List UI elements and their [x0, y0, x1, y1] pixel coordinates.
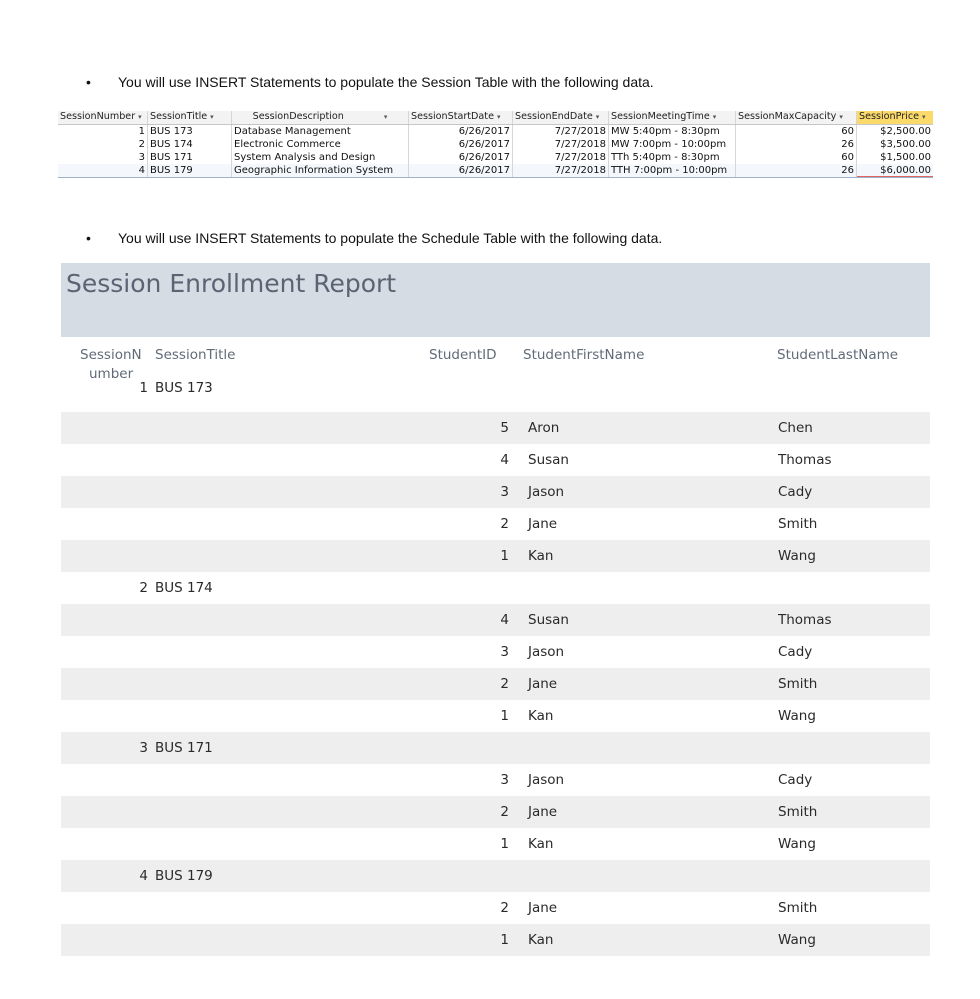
sort-dropdown-icon[interactable]: ▾ — [922, 113, 926, 121]
cell-meeting-time[interactable]: TTH 7:00pm - 10:00pm — [609, 164, 736, 177]
student-first-name: Jason — [528, 644, 565, 660]
cell-start-date[interactable]: 6/26/2017 — [409, 164, 513, 177]
cell-session-number[interactable]: 1 — [58, 125, 148, 138]
cell-price[interactable]: $1,500.00 — [880, 152, 931, 163]
sort-dropdown-icon[interactable]: ▾ — [712, 113, 717, 121]
student-row — [61, 924, 930, 956]
datasheet-row[interactable] — [58, 125, 933, 138]
datasheet-row[interactable] — [58, 151, 933, 164]
group-header-row — [61, 380, 930, 402]
sort-dropdown-icon[interactable]: ▾ — [138, 113, 142, 121]
group-session-title: BUS 174 — [155, 580, 213, 596]
cell-max-capacity[interactable]: 26 — [736, 138, 857, 151]
header-session-max-capacity[interactable]: SessionMaxCapacity ▾ — [736, 111, 857, 124]
student-last-name: Smith — [778, 900, 818, 916]
cell-meeting-time[interactable]: TTh 5:40pm - 8:30pm — [609, 151, 736, 164]
cell-session-number[interactable]: 2 — [58, 138, 148, 151]
cell-max-capacity[interactable]: 60 — [736, 151, 857, 164]
student-id: 3 — [500, 644, 509, 660]
col-student-id: StudentID — [429, 347, 497, 363]
cell-meeting-time[interactable]: MW 7:00pm - 10:00pm — [609, 138, 736, 151]
student-id: 2 — [500, 676, 509, 692]
cell-end-date[interactable]: 7/27/2018 — [513, 151, 609, 164]
group-session-number: 2 — [139, 580, 148, 596]
student-last-name: Wang — [778, 932, 816, 948]
student-first-name: Aron — [528, 420, 560, 436]
student-row — [61, 764, 930, 796]
col-student-last-name: StudentLastName — [777, 347, 899, 363]
cell-session-title[interactable]: BUS 174 — [148, 138, 232, 151]
cell-session-number[interactable]: 3 — [58, 151, 148, 164]
student-first-name: Kan — [528, 836, 554, 852]
group-session-title: BUS 179 — [155, 868, 213, 884]
col-session-number-wrap: umber — [89, 366, 134, 382]
report-header — [61, 263, 930, 337]
student-id: 3 — [500, 484, 509, 500]
student-row — [61, 412, 930, 444]
student-row — [61, 796, 930, 828]
student-last-name: Smith — [778, 516, 818, 532]
student-row — [61, 476, 930, 508]
student-id: 1 — [500, 548, 509, 564]
cell-session-title[interactable]: BUS 179 — [148, 164, 232, 177]
student-id: 3 — [500, 772, 509, 788]
student-last-name: Chen — [778, 420, 813, 436]
student-last-name: Cady — [778, 644, 813, 660]
student-first-name: Susan — [528, 612, 569, 628]
cell-start-date[interactable]: 6/26/2017 — [409, 125, 513, 138]
student-id: 2 — [500, 804, 509, 820]
student-last-name: Smith — [778, 804, 818, 820]
header-session-price[interactable]: SessionPrice ▾ — [857, 111, 933, 124]
cell-session-title[interactable]: BUS 171 — [148, 151, 232, 164]
student-last-name: Wang — [778, 548, 816, 564]
student-id: 1 — [500, 932, 509, 948]
report-title: Session Enrollment Report — [66, 269, 397, 298]
cell-meeting-time[interactable]: MW 5:40pm - 8:30pm — [609, 125, 736, 138]
student-last-name: Thomas — [778, 452, 832, 468]
student-row — [61, 700, 930, 732]
student-row — [61, 828, 930, 860]
student-id: 1 — [500, 836, 509, 852]
header-session-number[interactable]: SessionNumber ▾ — [58, 111, 148, 124]
cell-session-number[interactable]: 4 — [58, 164, 148, 177]
header-session-title[interactable]: SessionTitle ▾ — [148, 111, 232, 124]
group-header-row — [61, 860, 930, 892]
cell-session-description[interactable]: Database Management — [232, 125, 409, 138]
sort-dropdown-icon[interactable]: ▾ — [496, 113, 501, 121]
header-session-description[interactable]: SessionDescription ▾ — [232, 111, 409, 124]
spacer — [61, 402, 930, 412]
cell-end-date[interactable]: 7/27/2018 — [513, 164, 609, 177]
cell-session-description[interactable]: Electronic Commerce — [232, 138, 409, 151]
cell-end-date[interactable]: 7/27/2018 — [513, 138, 609, 151]
student-row — [61, 668, 930, 700]
col-session-title: SessionTitle — [155, 347, 236, 363]
student-row — [61, 892, 930, 924]
group-session-number: 1 — [139, 380, 148, 396]
cell-price[interactable]: $6,000.00 — [857, 164, 933, 177]
student-first-name: Kan — [528, 548, 554, 564]
bullet-dot: • — [86, 74, 91, 90]
sort-dropdown-icon[interactable]: ▾ — [595, 113, 600, 121]
datasheet-row[interactable] — [58, 164, 933, 178]
report-body — [61, 380, 930, 956]
session-datasheet — [58, 111, 933, 178]
student-last-name: Cady — [778, 772, 813, 788]
cell-max-capacity[interactable]: 60 — [736, 125, 857, 138]
student-last-name: Cady — [778, 484, 813, 500]
student-row — [61, 508, 930, 540]
col-session-number: SessionN — [80, 347, 142, 363]
group-session-title: BUS 173 — [155, 380, 213, 396]
student-first-name: Jane — [528, 804, 558, 820]
student-first-name: Jane — [528, 676, 558, 692]
student-last-name: Wang — [778, 836, 816, 852]
cell-session-description[interactable]: System Analysis and Design — [232, 151, 409, 164]
cell-session-description[interactable]: Geographic Information System — [232, 164, 409, 177]
student-last-name: Thomas — [778, 612, 832, 628]
bullet-dot: • — [86, 230, 91, 246]
student-first-name: Kan — [528, 932, 554, 948]
student-first-name: Jason — [528, 484, 565, 500]
header-session-end-date[interactable]: SessionEndDate ▾ — [513, 111, 609, 124]
student-first-name: Susan — [528, 452, 569, 468]
student-first-name: Jason — [528, 772, 565, 788]
cell-end-date[interactable]: 7/27/2018 — [513, 125, 609, 138]
header-session-meeting-time[interactable]: SessionMeetingTime ▾ — [609, 111, 736, 124]
datasheet-row[interactable] — [58, 138, 933, 151]
cell-max-capacity[interactable]: 26 — [736, 164, 857, 177]
student-id: 2 — [500, 900, 509, 916]
student-id: 4 — [500, 612, 509, 628]
header-session-start-date[interactable]: SessionStartDate ▾ — [409, 111, 513, 124]
sort-dropdown-icon[interactable]: ▾ — [839, 113, 843, 121]
group-session-title: BUS 171 — [155, 740, 213, 756]
cell-start-date[interactable]: 6/26/2017 — [409, 151, 513, 164]
instruction-session-text: You will use INSERT Statements to populate the Session Table with the following data. — [118, 74, 654, 90]
student-id: 5 — [500, 420, 509, 436]
sort-dropdown-icon[interactable]: ▾ — [210, 113, 214, 121]
cell-session-title[interactable]: BUS 173 — [148, 125, 232, 138]
group-session-number: 3 — [139, 740, 148, 756]
session-enrollment-report — [61, 263, 930, 948]
student-id: 1 — [500, 708, 509, 724]
student-first-name: Jane — [528, 900, 558, 916]
student-row — [61, 604, 930, 636]
group-header-row — [61, 572, 930, 604]
student-last-name: Smith — [778, 676, 818, 692]
instruction-schedule-text: You will use INSERT Statements to populate the Schedule Table with the following data. — [118, 230, 663, 246]
student-id: 2 — [500, 516, 509, 532]
cell-price[interactable]: $3,500.00 — [880, 139, 931, 150]
cell-start-date[interactable]: 6/26/2017 — [409, 138, 513, 151]
student-row — [61, 540, 930, 572]
student-first-name: Kan — [528, 708, 554, 724]
student-last-name: Wang — [778, 708, 816, 724]
col-student-first-name: StudentFirstName — [523, 347, 645, 363]
group-session-number: 4 — [139, 868, 148, 884]
student-row — [61, 444, 930, 476]
datasheet-header-row — [58, 111, 933, 125]
student-id: 4 — [500, 452, 509, 468]
group-header-row — [61, 732, 930, 764]
student-row — [61, 636, 930, 668]
student-first-name: Jane — [528, 516, 558, 532]
cell-price[interactable]: $2,500.00 — [880, 126, 931, 137]
sort-dropdown-icon[interactable]: ▾ — [383, 113, 388, 121]
